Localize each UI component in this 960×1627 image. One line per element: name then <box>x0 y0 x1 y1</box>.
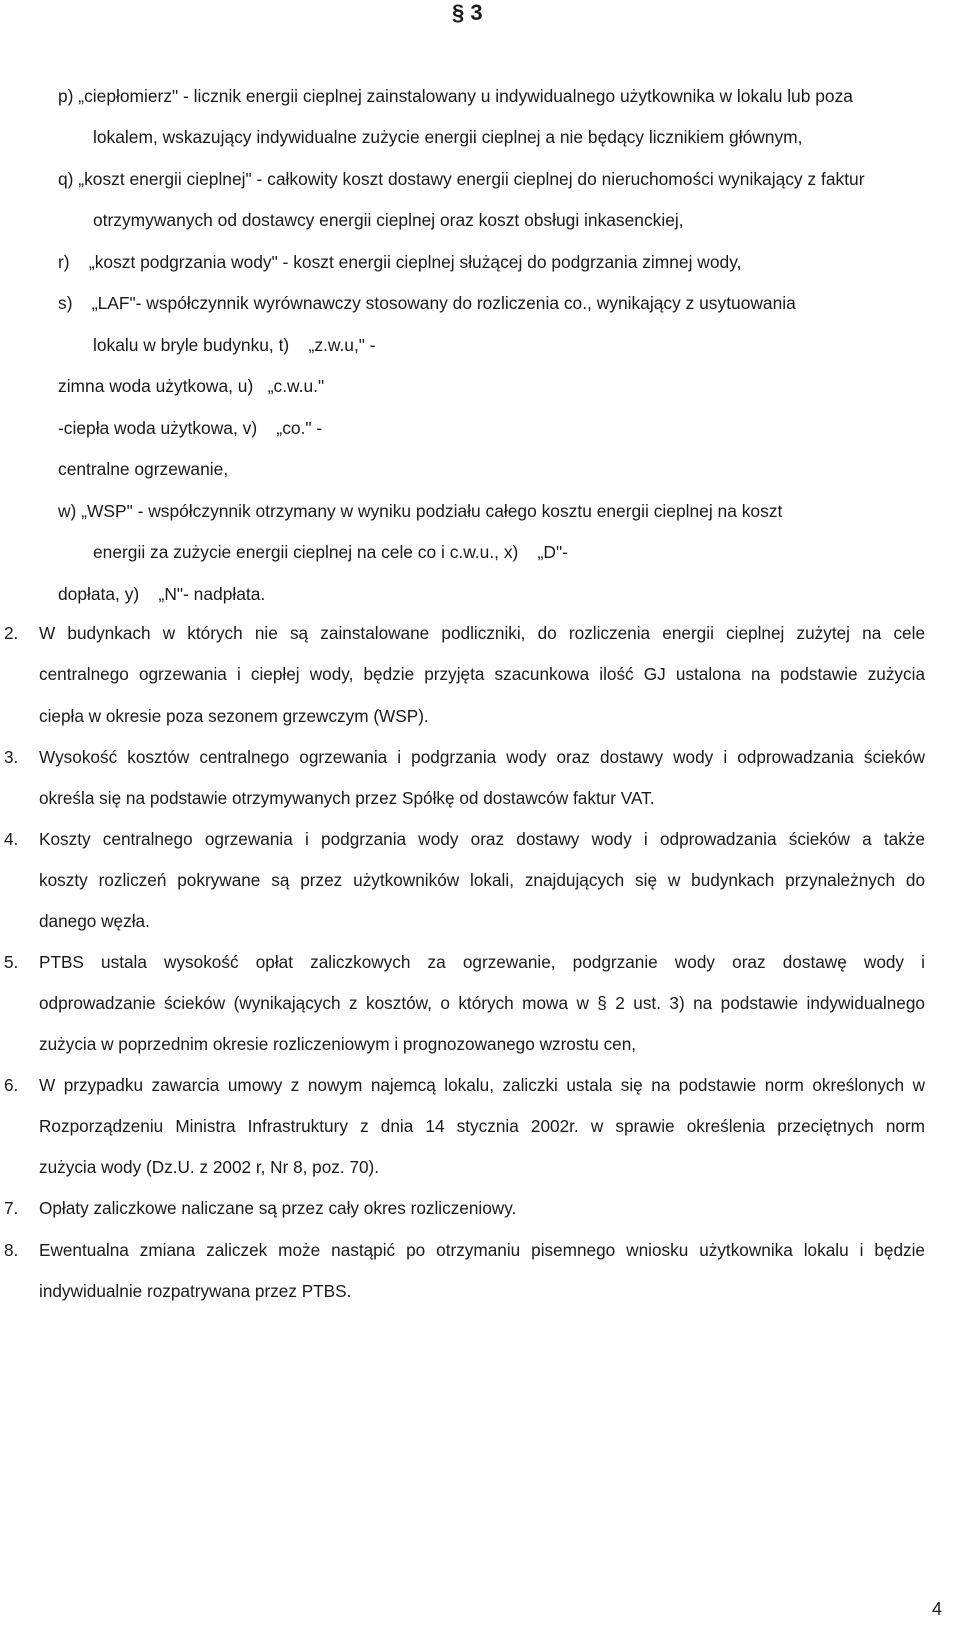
definition-line: w) „WSP" - współczynnik otrzymany w wyniku podziału całego kosztu energii cieplnej na koszt <box>58 501 783 521</box>
definition-line: dopłata, y) „N"- nadpłata. <box>58 584 266 604</box>
item-number: 2. <box>4 623 19 643</box>
item-line: Koszty centralnego ogrzewania i podgrzania wody oraz dostawy wody i odprowadzania ścieków a także <box>39 829 925 849</box>
definition-line: p) „ciepłomierz" - licznik energii cieplnej zainstalowany u indywidualnego użytkownika w lokalu lub poza <box>58 86 853 106</box>
item-line: zużycia w poprzednim okresie rozliczeniowym i prognozowanego wzrostu cen, <box>39 1034 637 1054</box>
item-line: PTBS ustala wysokość opłat zaliczkowych za ogrzewanie, podgrzanie wody oraz dostawę wody i <box>39 952 925 972</box>
item-line: W budynkach w których nie są zainstalowane podliczniki, do rozliczenia energii cieplnej zużytej na cele <box>39 623 925 643</box>
item-number: 6. <box>4 1075 19 1095</box>
definition-line: zimna woda użytkowa, u) „c.w.u." <box>58 376 325 396</box>
item-number: 4. <box>4 829 19 849</box>
definition-line: lokalem, wskazujący indywidualne zużycie energii cieplnej a nie będący licznikiem głównym, <box>93 127 803 147</box>
item-line: Rozporządzeniu Ministra Infrastruktury z dnia 14 stycznia 2002r. w sprawie określenia przeciętnych norm <box>39 1116 925 1136</box>
definition-line: centralne ogrzewanie, <box>58 459 229 479</box>
item-number: 5. <box>4 952 19 972</box>
item-line: indywidualnie rozpatrywana przez PTBS. <box>39 1281 352 1301</box>
item-line: Ewentualna zmiana zaliczek może nastąpić po otrzymaniu pisemnego wniosku użytkownika lokalu i będzie <box>39 1240 925 1260</box>
definition-line: otrzymywanych od dostawcy energii cieplnej oraz koszt obsługi inkasenckiej, <box>93 210 684 230</box>
item-line: odprowadzanie ścieków (wynikających z kosztów, o których mowa w § 2 ust. 3) na podstawie indywidualnego <box>39 993 925 1013</box>
page-header: § 3 <box>452 0 483 25</box>
item-number: 7. <box>4 1198 19 1218</box>
item-line: danego węzła. <box>39 911 150 931</box>
item-line: centralnego ogrzewania i ciepłej wody, będzie przyjęta szacunkowa ilość GJ ustalona na podstawie zużycia <box>39 664 925 684</box>
definition-line: r) „koszt podgrzania wody" - koszt energii cieplnej służącej do podgrzania zimnej wody, <box>58 252 742 272</box>
item-line: Wysokość kosztów centralnego ogrzewania i podgrzania wody oraz dostawy wody i odprowadzania ścieków <box>39 747 925 767</box>
item-number: 3. <box>4 747 19 767</box>
definition-line: q) „koszt energii cieplnej" - całkowity koszt dostawy energii cieplnej do nieruchomości wynikający z faktur <box>58 169 865 189</box>
item-line: Opłaty zaliczkowe naliczane są przez cały okres rozliczeniowy. <box>39 1198 517 1218</box>
item-line: określa się na podstawie otrzymywanych przez Spółkę od dostawców faktur VAT. <box>39 788 655 808</box>
item-number: 8. <box>4 1240 19 1260</box>
item-line: koszty rozliczeń pokrywane są przez użytkowników lokali, znajdujących się w budynkach przynależnych do <box>39 870 925 890</box>
definition-line: lokalu w bryle budynku, t) „z.w.u," - <box>93 335 376 355</box>
definition-line: energii za zużycie energii cieplnej na cele co i c.w.u., x) „D"- <box>93 542 568 562</box>
item-line: ciepła w okresie poza sezonem grzewczym (WSP). <box>39 706 429 726</box>
page-number: 4 <box>931 1599 942 1619</box>
definition-line: s) „LAF"- współczynnik wyrównawczy stosowany do rozliczenia co., wynikający z usytuowania <box>58 293 796 313</box>
definition-line: -ciepła woda użytkowa, v) „co." - <box>58 418 323 438</box>
item-line: W przypadku zawarcia umowy z nowym najemcą lokalu, zaliczki ustala się na podstawie norm określonych w <box>39 1075 925 1095</box>
item-line: zużycia wody (Dz.U. z 2002 r, Nr 8, poz. 70). <box>39 1157 380 1177</box>
